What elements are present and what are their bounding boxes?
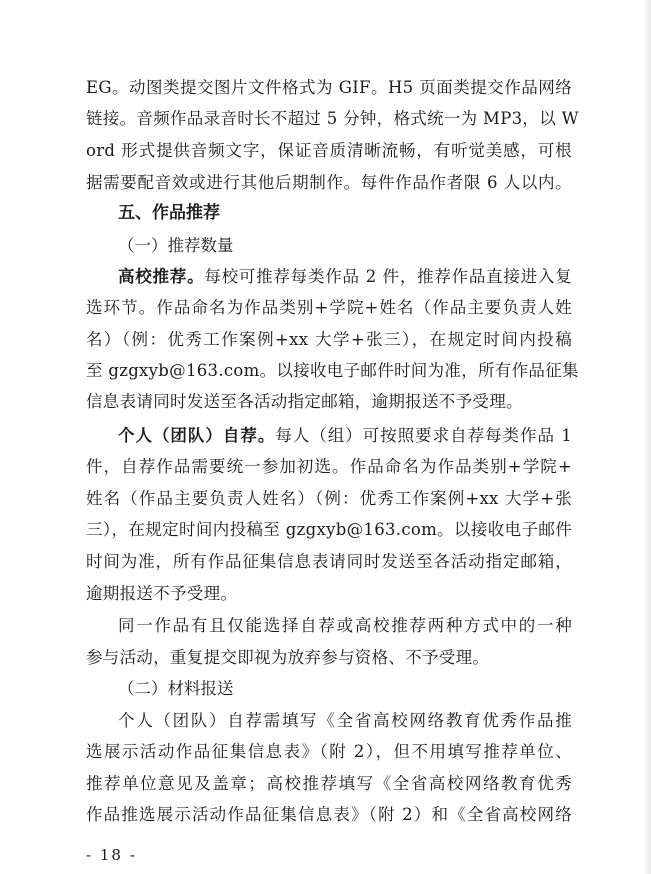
body-line: 逾期报送不予受理。	[86, 584, 238, 603]
body-line: 据需要配音效或进行其他后期制作。每件作品作者限 6 人以内。	[86, 173, 572, 192]
body-line: 同一作品有且仅能选择自荐或高校推荐两种方式中的一种	[118, 616, 572, 635]
lead-term-self: 个人（团队）自荐。	[118, 426, 276, 445]
body-line: ord 形式提供音频文字，保证音质清晰流畅，有听觉美感，可根	[86, 141, 572, 160]
body-line: 三），在规定时间内投稿至 gzgxyb@163.com。以接收电子邮件	[86, 520, 572, 539]
page-edge-shadow	[643, 0, 651, 874]
subsection-heading: （一）推荐数量	[118, 236, 234, 255]
subsection-heading: （二）材料报送	[118, 679, 234, 698]
section-heading: 五、作品推荐	[118, 203, 220, 223]
paragraph-text: 每人（组）可按照要求自荐每类作品 1	[275, 426, 572, 445]
body-line: 参与活动，重复提交即视为放弃参与资格、不予受理。	[86, 648, 490, 667]
body-line: 推荐单位意见及盖章；高校推荐填写《全省高校网络教育优秀	[86, 774, 572, 793]
body-line: 个人（团队）自荐需填写《全省高校网络教育优秀作品推	[118, 711, 572, 730]
paragraph-self-line1	[118, 426, 572, 446]
paragraph-text: 每校可推荐每类作品 2 件，推荐作品直接进入复	[204, 267, 573, 286]
body-line: 链接。音频作品录音时长不超过 5 分钟，格式统一为 MP3，以 W	[86, 109, 579, 128]
body-line: 信息表请同时发送至各活动指定邮箱，逾期报送不予受理。	[86, 392, 523, 411]
body-line: 名）（例：优秀工作案例+xx 大学+张三），在规定时间内投稿	[86, 330, 572, 349]
body-line: 件，自荐作品需要统一参加初选。作品命名为作品类别+学院+	[86, 457, 572, 476]
page-number: - 18 -	[86, 846, 137, 864]
body-line: 至 gzgxyb@163.com。以接收电子邮件时间为准，所有作品征集	[86, 361, 579, 380]
body-line: 选环节。作品命名为作品类别+学院+姓名（作品主要负责人姓	[86, 298, 572, 317]
body-line: 时间为准，所有作品征集信息表请同时发送至各活动指定邮箱，	[86, 552, 572, 571]
body-line: EG。动图类提交图片文件格式为 GIF。H5 页面类提交作品网络	[86, 78, 572, 97]
lead-term-school: 高校推荐。	[118, 267, 205, 286]
body-line: 作品推选展示活动作品征集信息表》（附 2）和《全省高校网络	[86, 805, 572, 824]
paragraph-school-line1	[118, 267, 572, 287]
body-line: 选展示活动作品征集信息表》（附 2），但不用填写推荐单位、	[86, 742, 572, 761]
body-line: 姓名（作品主要负责人姓名）（例：优秀工作案例+xx 大学+张	[86, 489, 572, 508]
